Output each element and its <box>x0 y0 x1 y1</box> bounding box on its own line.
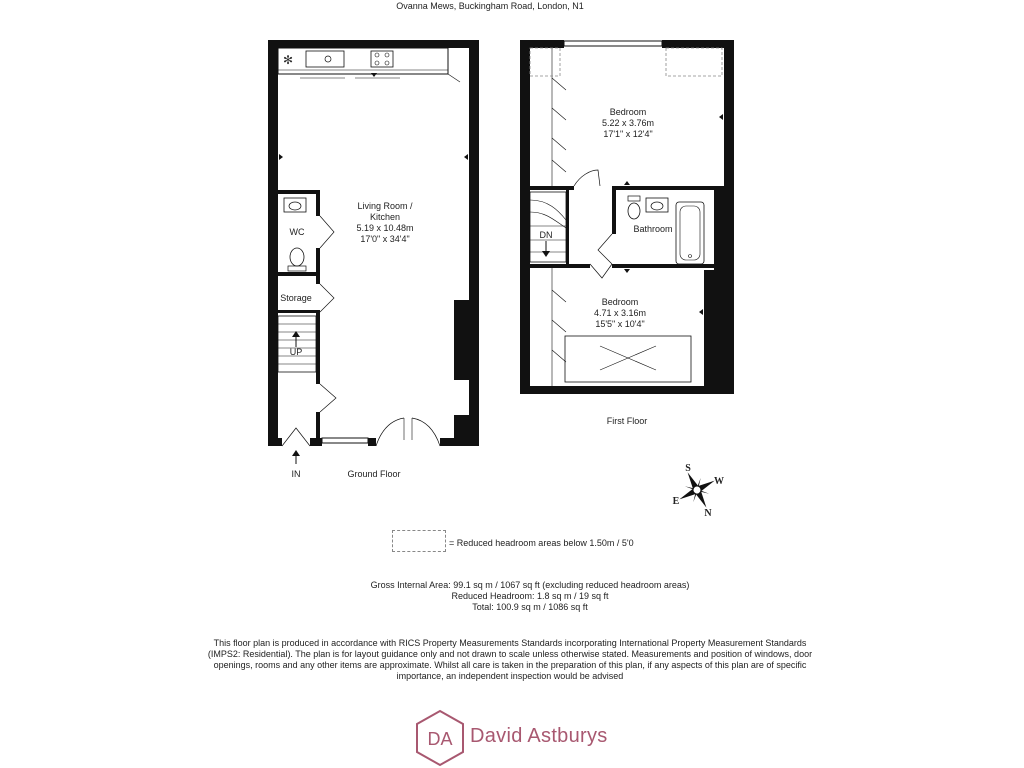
bathroom-label: Bathroom <box>633 224 673 234</box>
compass-w: W <box>714 476 724 487</box>
brand-logo <box>413 709 467 767</box>
property-address: Ovanna Mews, Buckingham Road, London, N1 <box>396 1 584 11</box>
compass-rose-icon <box>670 463 724 517</box>
first-floor-title: First Floor <box>606 416 648 426</box>
wc-label: WC <box>289 227 305 237</box>
ground-floor-plan <box>268 40 479 464</box>
stairs-down-label: DN <box>539 230 553 240</box>
bedroom2-metric: 4.71 x 3.16m <box>593 308 647 318</box>
reduced-headroom-legend-swatch <box>392 530 446 552</box>
compass-e: E <box>672 496 680 507</box>
svg-text:✻: ✻ <box>283 53 294 67</box>
area-summary <box>300 580 760 613</box>
total-area: Total: 100.9 sq m / 1086 sq ft <box>472 602 588 612</box>
bedroom1-label: Bedroom <box>609 107 647 117</box>
bedroom1-imperial: 17'1" x 12'4" <box>603 129 653 139</box>
reduced-headroom-legend-text: = Reduced headroom areas below 1.50m / 5'0 <box>449 538 634 548</box>
disclaimer-text: This floor plan is produced in accordance with RICS Property Measurements Standards incorporating International Property Measurement Standards (IMPS2: Residential). The plan is for layout guidance only and not drawn to scale unless otherwise stated. Measurements and position of windows, door openings, rooms and any other items are approximate. Whilst all care is taken in the preparation of this plan, if any aspects of this plan are of specific importance, an independent inspection would be advised <box>207 638 813 681</box>
gross-internal-area: Gross Internal Area: 99.1 sq m / 1067 sq ft (excluding reduced headroom areas) <box>370 580 690 590</box>
kitchen-label: Kitchen <box>369 212 401 222</box>
brand-monogram: DA <box>427 729 453 749</box>
compass-s: S <box>685 463 691 474</box>
living-room-metric: 5.19 x 10.48m <box>356 223 414 233</box>
bedroom2-imperial: 15'5" x 10'4" <box>595 319 645 329</box>
brand-name: David Astburys <box>470 725 608 747</box>
living-room-label: Living Room / <box>357 201 413 211</box>
bedroom1-metric: 5.22 x 3.76m <box>601 118 655 128</box>
compass-n: N <box>704 508 712 519</box>
living-room-imperial: 17'0" x 34'4" <box>360 234 410 244</box>
reduced-headroom-area: Reduced Headroom: 1.8 sq m / 19 sq ft <box>451 591 609 601</box>
ground-floor-title: Ground Floor <box>347 469 401 479</box>
stairs-up-label: UP <box>289 347 303 357</box>
entrance-label: IN <box>291 469 301 479</box>
storage-label: Storage <box>280 293 312 303</box>
bedroom2-label: Bedroom <box>601 297 639 307</box>
first-floor-plan <box>520 40 734 394</box>
